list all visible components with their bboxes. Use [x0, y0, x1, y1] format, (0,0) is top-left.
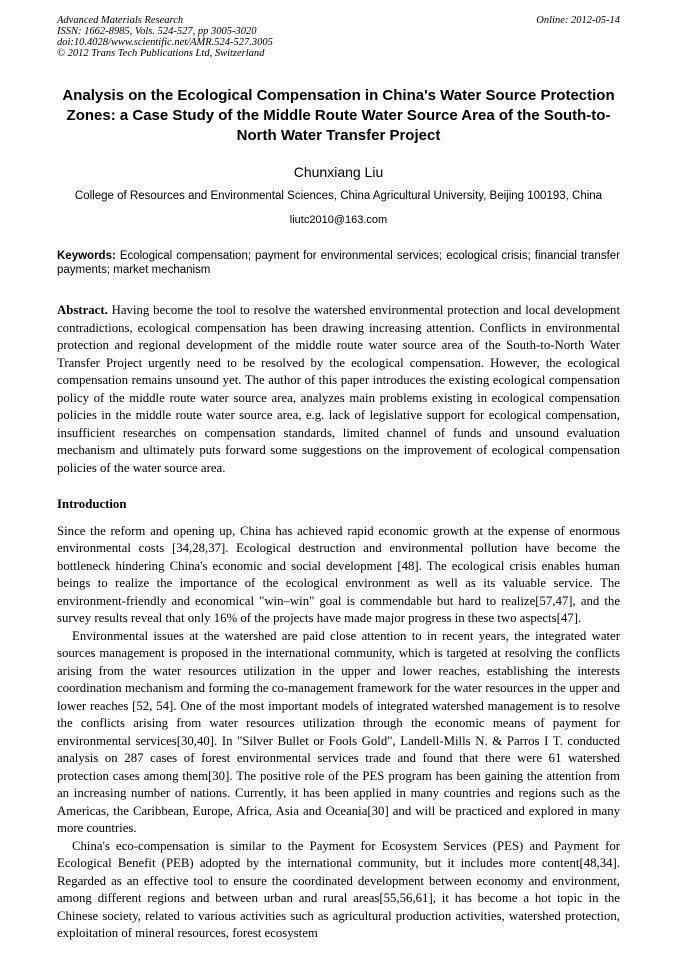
abstract-block [57, 302, 620, 477]
doi-line: doi:10.4028/www.scientific.net/AMR.524-527.3005 [57, 37, 273, 48]
keywords-label: Keywords: [57, 250, 116, 262]
journal-header [57, 15, 620, 59]
journal-name: Advanced Materials Research [57, 15, 184, 26]
paper-title: Analysis on the Ecological Compensation in China's Water Source Protection Zones: a Case Study of the Middle Route Water Source Area of the South-to-North Water Transfer Project [62, 87, 615, 144]
keywords-text: Ecological compensation; payment for environmental services; ecological crisis; financial transfer payments; market mechanism [57, 250, 620, 276]
author-name: Chunxiang Liu [293, 164, 384, 180]
affiliation: College of Resources and Environmental Sciences, China Agricultural University, Beijing 100193, China [74, 190, 603, 202]
section-heading-introduction: Introduction [57, 497, 127, 511]
issn-line: ISSN: 1662-8985, Vols. 524-527, pp 3005-3020 [57, 26, 257, 37]
email-address: liutc2010@163.com [289, 214, 388, 226]
copyright-line: © 2012 Trans Tech Publications Ltd, Switzerland [57, 48, 265, 59]
abstract-text: Having become the tool to resolve the watershed environmental protection and local development contradictions, ecological compensation has been drawing increasing attention. Conflicts in environmental protection and regional development of the middle route water source area of the South-to-North Water Transfer Project urgently need to be resolved by the ecological compensation. However, the ecological compensation remains unsound yet. The author of this paper introduces the existing ecological compensation policy of the middle route water source area, analyzes main problems existing in ecological compensation policies in the middle route water source area, e.g. lack of legislative support for ecological compensation, insufficient researches on compensation standards, limited channel of funds and unsound evaluation mechanism and ultimately puts forward some suggestions on the improvement of ecological compensation policies of the water source area. [57, 303, 620, 475]
introduction-paragraph-1: Since the reform and opening up, China has achieved rapid economic growth at the expense of enormous environmental costs [34,28,37]. Ecological destruction and environmental pollution have become the bottleneck hindering China's economic and social development [48]. The ecological crisis enables human beings to realize the importance of the ecological environment as well as its valuable service. The environment-friendly and economical "win–win" goal is commendable but hard to realize[57,47], and the survey results reveal that only 16% of the projects have made major progress in these two aspects[47]. [57, 523, 620, 625]
online-date: Online: 2012-05-14 [536, 15, 620, 26]
keywords-block [57, 249, 620, 277]
introduction-paragraph-3: China's eco-compensation is similar to the Payment for Ecosystem Services (PES) and Payment for Ecological Benefit (PEB) adopted by the international community, but it includes more content[48,34]. Regarded as an effective tool to ensure the coordinated development between economy and environment, among different regions and between urban and rural areas[55,56,61], it has become a hot topic in the Chinese society, related to various activities such as agricultural production activities, watershed protection, exploitation of mineral resources, forest ecosystem [57, 838, 620, 940]
abstract-label: Abstract. [57, 303, 108, 317]
introduction-paragraph-2: Environmental issues at the watershed are paid close attention to in recent years, the integrated water sources management is proposed in the international community, which is targeted at resolving the conflicts arising from the water resources utilization in the upper and lower reaches, establishing the interests coordination mechanism and forming the co-management framework for the water resources in the upper and lower reaches [52, 54]. One of the most important models of integrated watershed management is to resolve the conflicts arising from water resources utilization through the economic means of payment for environmental services[30,40]. In "Silver Bullet or Fools Gold", Landell-Mills N. & Parros I T. conducted analysis on 287 cases of forest environmental services trade and found that there were 61 watershed protection cases among them[30]. The positive role of the PES program has been gaining the attention from an increasing number of nations. Currently, it has been applied in many countries and regions such as the Americas, the Caribbean, Europe, Africa, Asia and Oceania[30] and will be practiced and explored in many more countries. [57, 628, 620, 835]
